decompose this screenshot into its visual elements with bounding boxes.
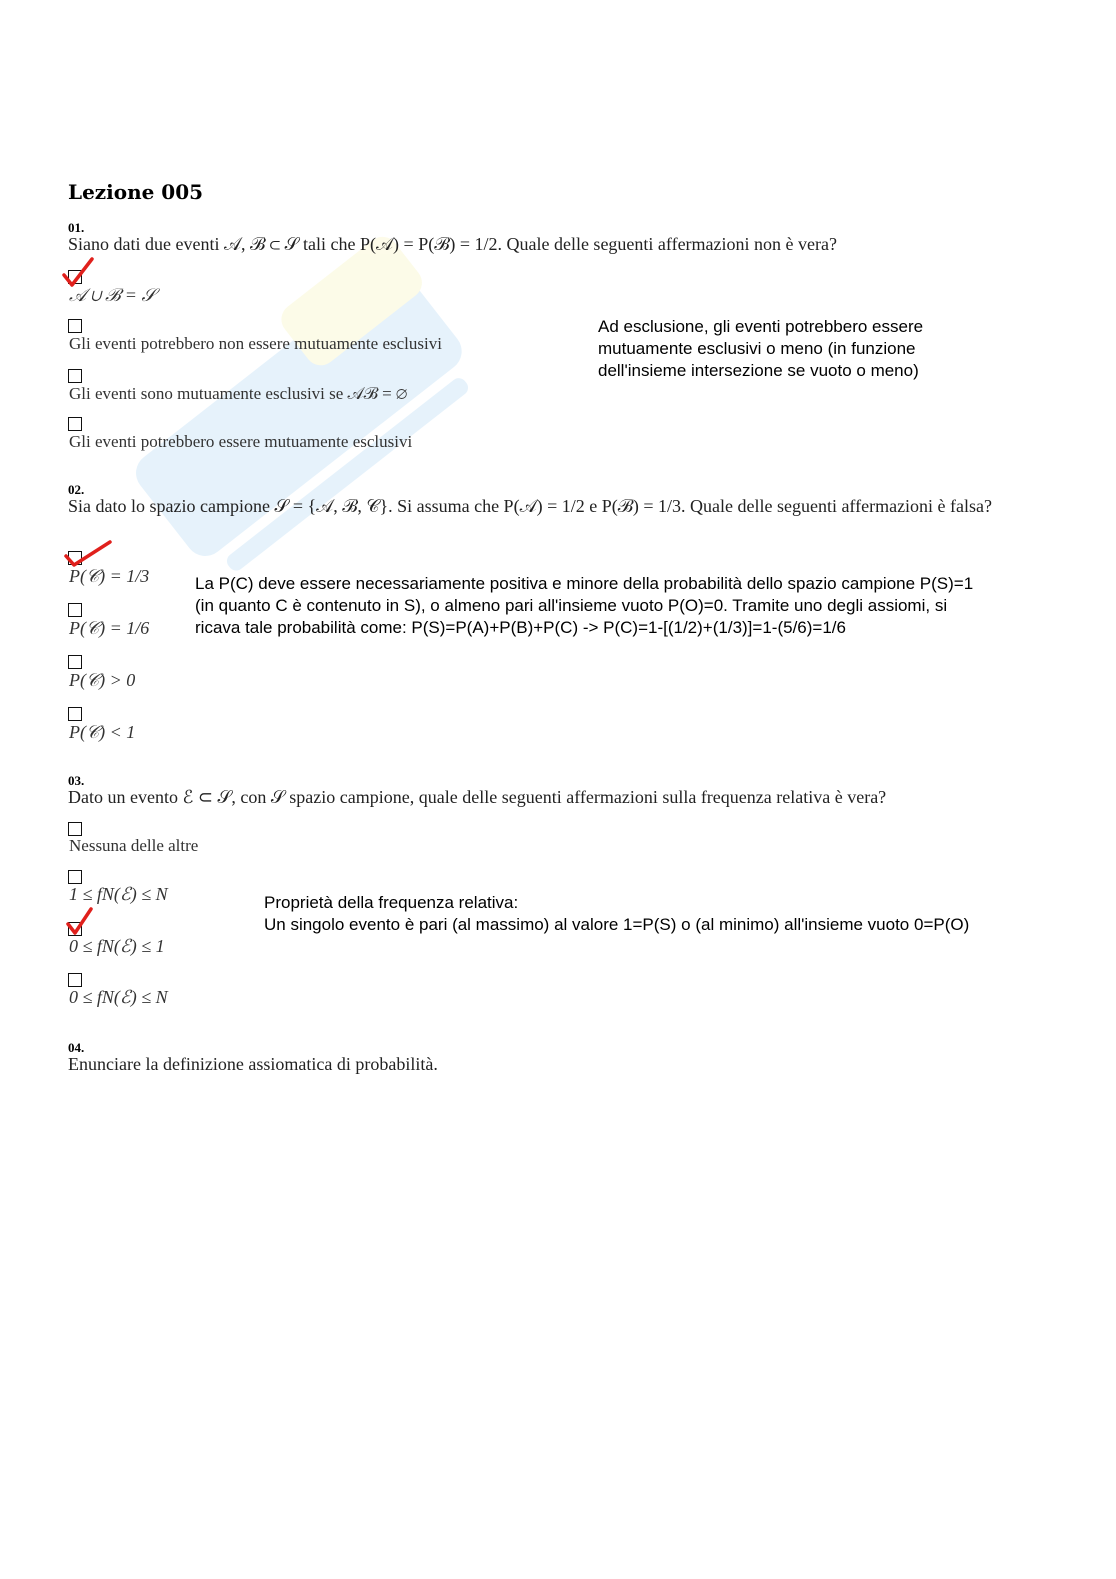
q1-option-1-checkbox[interactable] [68,270,82,284]
q1-annotation-line-1: Ad esclusione, gli eventi potrebbero essere [598,317,924,336]
q2-number: 02. [68,482,85,497]
q1-option-4-checkbox[interactable] [68,417,82,431]
q3-number: 03. [68,773,85,788]
q2-annotation-line-3: ricava tale probabilità come: P(S)=P(A)+P(B)+P(C) -> P(C)=1-[(1/2)+(1/3)]=1-(5/6)=1/6 [195,618,846,637]
q3-text: Dato un evento ℰ ⊂ 𝒮, con 𝒮 spazio campione, quale delle seguenti affermazioni sulla frequenza relativa è vera? [68,787,887,807]
q1-annotation-line-2: mutuamente esclusivi o meno (in funzione [598,339,916,358]
q2-annotation [195,573,973,639]
q2-option-2-checkbox[interactable] [68,603,82,617]
q2-annotation-line-1: La P(C) deve essere necessariamente positiva e minore della probabilità dello spazio campione P(S)=1 [195,574,974,593]
q2-option-2-label: P(𝒞) = 1/6 [69,618,150,638]
q1-option-4-label: Gli eventi potrebbero essere mutuamente esclusivi [69,432,413,451]
q1-option-2-label: Gli eventi potrebbero non essere mutuamente esclusivi [69,334,442,353]
q2-annotation-line-2: (in quanto C è contenuto in S), o almeno pari all'insieme vuoto P(O)=0. Tramite uno degli assiomi, si [195,596,948,615]
q1-text: Siano dati due eventi 𝒜, ℬ ⊂ 𝒮 tali che P(𝒜) = P(ℬ) = 1/2. Quale delle seguenti affermazioni non è vera? [68,234,837,254]
q1-annotation-line-3: dell'insieme intersezione se vuoto o meno) [598,361,919,380]
q2-option-3-label: P(𝒞) > 0 [69,670,136,690]
q4-number: 04. [68,1040,85,1055]
lesson-title: Lezione 005 [68,180,204,204]
q2-text: Sia dato lo spazio campione 𝒮 = {𝒜, ℬ, 𝒞}. Si assuma che P(𝒜) = 1/2 e P(ℬ) = 1/3. Quale delle seguenti affermazioni è falsa? [68,496,993,516]
q3-option-4-checkbox[interactable] [68,973,82,987]
skuola-watermark-logo [95,230,515,610]
q1-option-1-label: 𝒜 ∪ ℬ = 𝒮 [69,285,156,305]
q1-annotation [598,316,923,382]
q1-option-3-label: Gli eventi sono mutuamente esclusivi se 𝒜ℬ = ∅ [69,384,408,403]
q1-option-2-checkbox[interactable] [68,319,82,333]
q1-option-3-checkbox[interactable] [68,369,82,383]
q3-option-3-label: 0 ≤ fN(ℰ) ≤ 1 [69,936,165,956]
q4-text: Enunciare la definizione assiomatica di probabilità. [68,1054,438,1074]
q1-number: 01. [68,220,85,235]
q3-option-2-label: 1 ≤ fN(ℰ) ≤ N [69,884,168,904]
q2-option-4-checkbox[interactable] [68,707,82,721]
q2-option-4-label: P(𝒞) < 1 [69,722,136,742]
q3-annotation [264,892,969,936]
q3-annotation-line-1: Proprietà della frequenza relativa: [264,893,519,912]
q3-option-2-checkbox[interactable] [68,870,82,884]
q3-option-1-label: Nessuna delle altre [69,836,199,855]
q3-annotation-line-2: Un singolo evento è pari (al massimo) al valore 1=P(S) o (al minimo) all'insieme vuoto 0=P(O) [264,915,970,934]
q3-option-4-label: 0 ≤ fN(ℰ) ≤ N [69,987,168,1007]
q3-option-1-checkbox[interactable] [68,822,82,836]
q2-option-3-checkbox[interactable] [68,655,82,669]
q2-option-1-checkbox[interactable] [68,551,82,565]
q3-option-3-checkbox[interactable] [68,922,82,936]
q2-option-1-label: P(𝒞) = 1/3 [69,566,150,586]
